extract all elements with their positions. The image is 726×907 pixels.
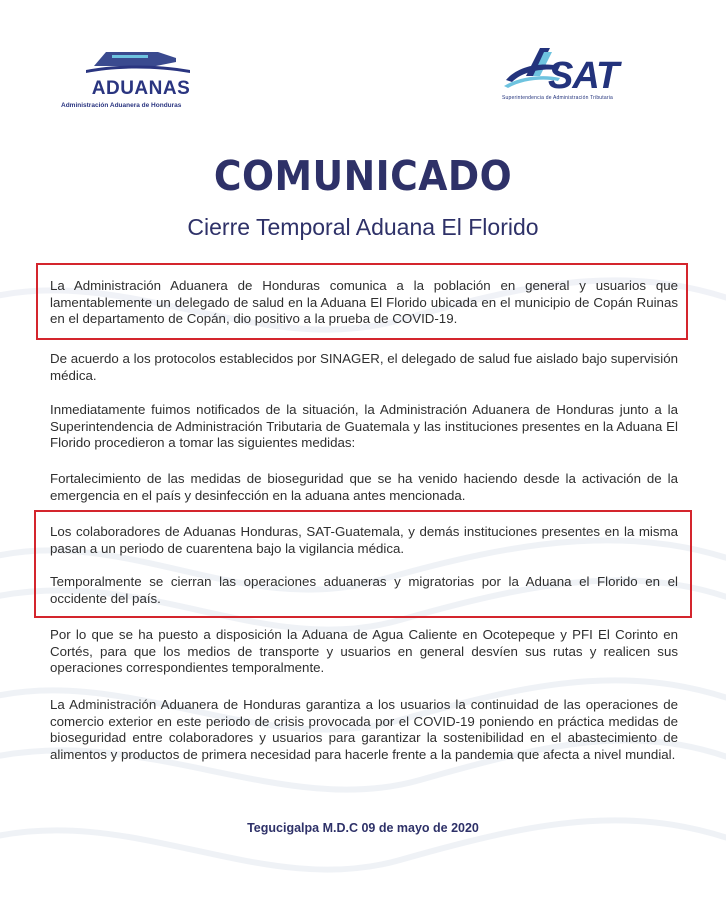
- aduanas-logo: [56, 48, 226, 114]
- paragraph-alternative-customs: Por lo que se ha puesto a disposición la Aduana de Agua Caliente en Ocotepeque y PFI El Corinto en Cortés, para que los medios de transporte y usuarios en general desvíen sus rutas y realicen sus operaciones correspondientes temporalmente.: [50, 627, 678, 675]
- paragraph-closure: Temporalmente se cierran las operaciones aduaneras y migratorias por la Aduana el Florido en el occidente del país.: [50, 574, 678, 606]
- sat-logo: [498, 46, 678, 106]
- aduanas-ship-icon: [86, 48, 196, 78]
- sat-wordmark: SAT: [548, 55, 619, 97]
- paragraph-quarantine: Los colaboradores de Aduanas Honduras, SAT-Guatemala, y demás instituciones presentes en la misma pasan a un periodo de cuarentena bajo la vigilancia médica.: [50, 524, 678, 556]
- paragraph-guarantee: La Administración Aduanera de Honduras garantiza a los usuarios la continuidad de las operaciones de comercio exterior en este periodo de crisis provocada por el COVID-19 poniendo en práctica medidas de bioseguridad entre colaboradores y usuarios para garantizar la sostenibilidad en el abastecimiento de alimentos y productos de primera necesidad para hacerle frente a la pandemia que afecta a nivel mundial.: [50, 697, 678, 762]
- paragraph-biosecurity: Fortalecimiento de las medidas de bioseguridad que se ha venido haciendo desde la activación de la emergencia en el país y desinfección en la aduana antes mencionada.: [50, 471, 678, 503]
- paragraph-protocol: De acuerdo a los protocolos establecidos por SINAGER, el delegado de salud fue aislado bajo supervisión médica.: [50, 351, 678, 383]
- sat-tagline: Superintendencia de Administración Tributaria: [502, 95, 614, 101]
- paragraph-announcement: La Administración Aduanera de Honduras comunica a la población en general y usuarios que lamentablemente un delegado de salud en la Aduana El Florido ubicada en el municipio de Copán Ruinas en el departamento de Copán, dio positivo a la prueba de COVID-19.: [50, 278, 678, 326]
- aduanas-tagline: Administración Aduanera de Honduras: [61, 102, 182, 109]
- paragraph-notification: Inmediatamente fuimos notificados de la situación, la Administración Aduanera de Honduras junto a la Superintendencia de Administración Tributaria de Guatemala y las instituciones presentes en la Aduana El Florido procedieron a tomar las siguientes medidas:: [50, 402, 678, 450]
- place-and-date: Tegucigalpa M.D.C 09 de mayo de 2020: [247, 821, 479, 835]
- page-subtitle: Cierre Temporal Aduana El Florido: [187, 214, 539, 240]
- page-title: COMUNICADO: [213, 152, 513, 200]
- aduanas-wordmark: ADUANAS: [91, 78, 191, 99]
